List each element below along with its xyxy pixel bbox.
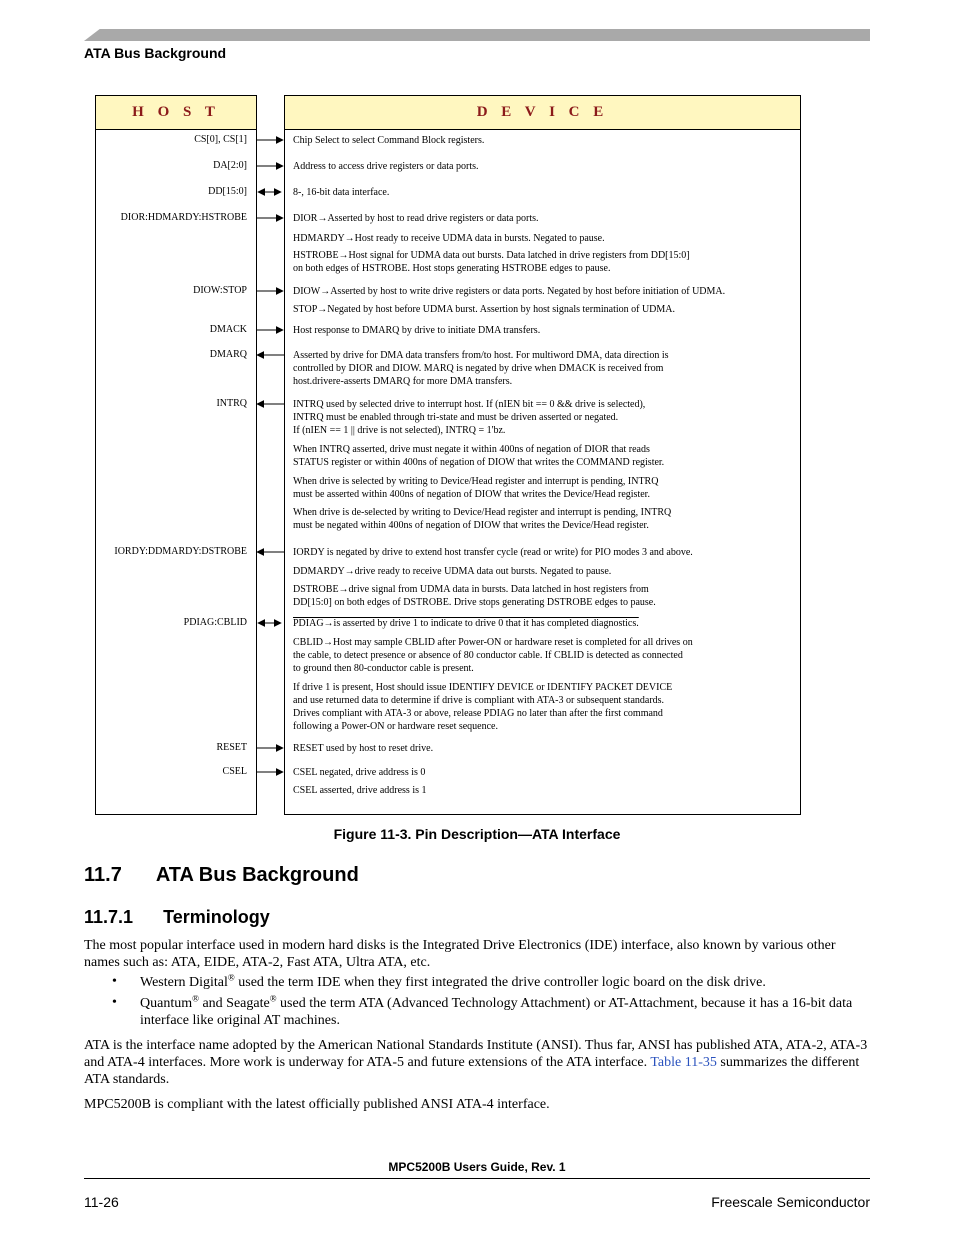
desc-intrq-deselect: When drive is de-selected by writing to Device/Head register and interrupt is pending, INTRQ must be negated within 400ns of negation of DIOW that writes the Device/Head register. (293, 507, 672, 531)
signal-csel: CSEL (222, 766, 247, 777)
signal-diow: DIOW:STOP (193, 285, 247, 296)
desc-reset: RESET used by host to reset drive. (293, 743, 434, 754)
footer-company: Freescale Semiconductor (711, 1194, 870, 1210)
host-label: H O S T (96, 96, 256, 130)
desc-csel-asserted: CSEL asserted, drive address is 1 (293, 785, 427, 796)
bullet-1: Western Digital® used the term IDE when they first integrated the drive controller logic board on the disk drive. (140, 972, 766, 990)
desc-dmack: Host response to DMARQ by drive to initiate DMA transfers. (293, 325, 541, 336)
running-header: ATA Bus Background (84, 45, 227, 61)
table-11-35-link[interactable]: Table 11-35 (650, 1055, 717, 1070)
desc-hstrobe: HSTROBE→Host signal for UDMA data out bursts. Data latched in drive registers from DD[15:0] on both edges of HSTROBE. Host stops generating HSTROBE edges to pause. (293, 250, 690, 274)
signal-pdiag: PDIAG:CBLID (183, 617, 247, 628)
bullet-2: Quantum® and Seagate® used the term ATA (Advanced Technology Attachment) or AT-Attachment, because it has a 16-bit data interface like original AT machines. (140, 993, 853, 1028)
footer-doc-title: MPC5200B Users Guide, Rev. 1 (388, 1160, 566, 1174)
signal-dior: DIOR:HDMARDY:HSTROBE (120, 212, 247, 223)
bullet-marker-2: • (112, 995, 117, 1010)
desc-da: Address to access drive registers or data ports. (293, 161, 479, 172)
desc-pdiag: PDIAG→is asserted by drive 1 to indicate to drive 0 that it has completed diagnostics. (293, 618, 639, 629)
paragraph-1: The most popular interface used in modern hard disks is the Integrated Drive Electronics (IDE) interface, also known by various other names such as: ATA, EIDE, ATA-2, Fast ATA, Ultra ATA, etc. (84, 938, 836, 970)
desc-intrq: INTRQ used by selected drive to interrupt host. If (nIEN bit == 0 && drive is selected), INTRQ must be enabled through tri-state and must be driven asserted or negated. If (nIEN == 1 || drive is not selected), INTRQ = 1'bz. (293, 399, 646, 436)
signal-dmack: DMACK (209, 324, 247, 335)
desc-drive1: If drive 1 is present, Host should issue IDENTIFY DEVICE or IDENTIFY PACKET DEVICE and use returned data to determine if drive is compliant with ATA-3 or subsequent standards. Drives compliant with ATA-3 or above, release PDIAG no later than after the first command following a Power-ON or hardware reset sequence. (293, 682, 673, 732)
desc-hdmardy: HDMARDY→Host ready to receive UDMA data in bursts. Negated to pause. (293, 233, 605, 244)
signal-intrq: INTRQ (216, 398, 247, 409)
figure-caption: Figure 11-3. Pin Description—ATA Interface (333, 826, 621, 842)
desc-csel-negated: CSEL negated, drive address is 0 (293, 767, 426, 778)
page-number: 11-26 (84, 1194, 119, 1210)
desc-cblid: CBLID→Host may sample CBLID after Power-ON or hardware reset is completed for all drives on the cable, to detect presence or absence of 80 conductor cable. If CBLID is detected as connected to ground then 80-conductor cable is present. (293, 637, 693, 674)
signal-dmarq: DMARQ (209, 349, 247, 360)
desc-intrq-select: When drive is selected by writing to Device/Head register and interrupt is pending, INTRQ must be asserted within 400ns of negation of DIOW that writes the Device/Head register. (293, 476, 659, 500)
desc-iordy: IORDY is negated by drive to extend host transfer cycle (read or write) for PIO modes 3 and above. (293, 547, 693, 558)
signal-da: DA[2:0] (213, 160, 247, 171)
desc-dstrobe: DSTROBE→drive signal from UDMA data in bursts. Data latched in host registers from DD[15:0] on both edges of DSTROBE. Drive stops generating DSTROBE edges to pause. (293, 584, 656, 608)
signal-reset: RESET (216, 742, 247, 753)
signal-iordy: IORDY:DDMARDY:DSTROBE (114, 546, 247, 557)
desc-stop: STOP→Negated by host before UDMA burst. Assertion by host signals termination of UDMA. (293, 304, 676, 315)
desc-intrq-negate: When INTRQ asserted, drive must negate it within 400ns of negation of DIOR that reads STATUS register or within 400ns of negation of DIOW that writes the COMMAND register. (293, 444, 665, 468)
desc-diow: DIOW→Asserted by host to write drive registers or data ports. Negated by host before initiation of UDMA. (293, 286, 726, 297)
desc-dd: 8-, 16-bit data interface. (293, 187, 390, 198)
signal-cs: CS[0], CS[1] (194, 134, 247, 145)
desc-dior: DIOR→Asserted by host to read drive registers or data ports. (293, 213, 539, 224)
device-label: D E V I C E (285, 96, 800, 130)
paragraph-2: ATA is the interface name adopted by the American National Standards Institute (ANSI). Thus far, ANSI has published ATA, ATA-2, ATA-3 and ATA-4 interfaces. More work is underway for ATA-5 and future extensions of the ATA interface. Table 11-35 summarizes the different ATA standards. (84, 1038, 868, 1087)
footer-rule (84, 1178, 870, 1179)
signal-dd: DD[15:0] (208, 186, 247, 197)
paragraph-3: MPC5200B is compliant with the latest officially published ANSI ATA-4 interface. (84, 1097, 550, 1112)
section-title: ATA Bus Background (155, 864, 359, 886)
section-number: 11.7 (84, 864, 122, 886)
desc-cs: Chip Select to select Command Block registers. (293, 135, 485, 146)
section-heading (84, 864, 359, 887)
subsection-title: Terminology (163, 907, 270, 927)
subsection-number: 11.7.1 (84, 907, 134, 927)
desc-dmarq: Asserted by drive for DMA data transfers from/to host. For multiword DMA, data direction is controlled by DIOR and DIOW. MARQ is negated by drive when DMACK is received from host.drivere-asserts DMARQ for more DMA transfers. (293, 350, 669, 387)
desc-ddmardy: DDMARDY→drive ready to receive UDMA data out bursts. Negated to pause. (293, 566, 612, 577)
subsection-heading (84, 907, 270, 928)
bullet-marker-1: • (112, 974, 117, 989)
